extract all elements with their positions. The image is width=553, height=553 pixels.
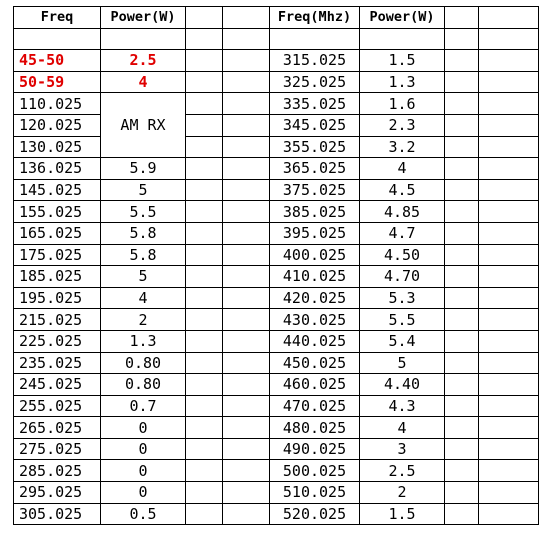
left-freq-cell: 265.025 [14,417,101,439]
right-power-cell: 3 [360,438,445,460]
right-freq-cell: 440.025 [270,330,360,352]
empty-cell [445,93,479,115]
empty-cell [223,395,270,417]
empty-cell [445,330,479,352]
left-power-cell: 5.8 [101,222,186,244]
right-power-cell: 2.3 [360,114,445,136]
table-row [14,287,539,309]
right-power-cell: 5 [360,352,445,374]
empty-cell [186,201,223,223]
right-freq-cell: 395.025 [270,222,360,244]
right-freq-cell: 335.025 [270,93,360,115]
right-freq-cell: 355.025 [270,136,360,158]
right-power-cell: 5.5 [360,309,445,331]
left-freq-header: Freq [14,7,101,29]
empty-cell [223,28,270,50]
empty-cell [445,482,479,504]
table-row [14,28,539,50]
empty-cell [479,50,539,72]
right-freq-cell: 365.025 [270,158,360,180]
empty-cell [445,352,479,374]
empty-cell [479,309,539,331]
empty-cell [223,374,270,396]
left-power-cell: 0 [101,438,186,460]
empty-cell [223,201,270,223]
left-power-cell: 5 [101,266,186,288]
empty-cell [223,330,270,352]
empty-cell [186,28,223,50]
right-freq-cell: 520.025 [270,503,360,525]
left-power-cell: 4 [101,71,186,93]
empty-cell [479,287,539,309]
empty-cell [445,395,479,417]
left-power-cell: 5.5 [101,201,186,223]
table-row [14,222,539,244]
empty-cell [479,28,539,50]
left-freq-cell: 255.025 [14,395,101,417]
right-freq-cell: 500.025 [270,460,360,482]
right-power-cell: 1.3 [360,71,445,93]
empty-cell [186,395,223,417]
table-row [14,266,539,288]
right-freq-cell: 460.025 [270,374,360,396]
table-row [14,330,539,352]
right-power-cell: 4.40 [360,374,445,396]
right-power-cell: 4.7 [360,222,445,244]
left-freq-cell: 50-59 [14,71,101,93]
left-power-cell: 0.80 [101,374,186,396]
left-freq-cell: 145.025 [14,179,101,201]
empty-cell [186,136,223,158]
empty-cell [223,438,270,460]
right-power-cell: 4.50 [360,244,445,266]
right-power-cell [360,28,445,50]
table-row [14,114,539,136]
empty-cell [186,266,223,288]
table-row [14,460,539,482]
left-power-cell: 0.7 [101,395,186,417]
empty-cell [223,482,270,504]
empty-cell [186,309,223,331]
table-row [14,136,539,158]
left-power-cell: 4 [101,287,186,309]
left-freq-cell: 275.025 [14,438,101,460]
empty-cell [479,395,539,417]
empty-cell [186,482,223,504]
frequency-power-table [13,6,539,525]
right-power-cell: 4.85 [360,201,445,223]
table-row [14,482,539,504]
left-freq-cell: 45-50 [14,50,101,72]
empty-cell [445,266,479,288]
empty-cell [479,7,539,29]
left-freq-cell: 185.025 [14,266,101,288]
empty-cell [223,244,270,266]
right-power-cell: 4.5 [360,179,445,201]
right-freq-cell: 410.025 [270,266,360,288]
empty-cell [223,352,270,374]
left-power-cell: AM RX [101,93,186,158]
left-freq-cell: 245.025 [14,374,101,396]
empty-cell [445,374,479,396]
left-freq-cell: 175.025 [14,244,101,266]
left-freq-cell: 295.025 [14,482,101,504]
empty-cell [479,374,539,396]
empty-cell [186,50,223,72]
empty-cell [223,309,270,331]
right-freq-cell: 325.025 [270,71,360,93]
empty-cell [479,114,539,136]
right-power-cell: 1.5 [360,50,445,72]
table-row [14,309,539,331]
empty-cell [223,460,270,482]
empty-cell [445,50,479,72]
empty-cell [223,93,270,115]
left-freq-cell: 155.025 [14,201,101,223]
empty-cell [479,352,539,374]
empty-cell [445,7,479,29]
left-freq-cell: 110.025 [14,93,101,115]
table-row [14,50,539,72]
empty-cell [186,244,223,266]
empty-cell [223,114,270,136]
empty-cell [186,503,223,525]
right-power-cell: 4 [360,158,445,180]
empty-cell [186,460,223,482]
empty-cell [186,330,223,352]
empty-cell [223,287,270,309]
empty-cell [223,179,270,201]
table-row [14,71,539,93]
right-power-cell: 4.3 [360,395,445,417]
empty-cell [479,179,539,201]
right-power-cell: 1.5 [360,503,445,525]
right-freq-cell: 345.025 [270,114,360,136]
table-row [14,374,539,396]
right-power-header: Power(W) [360,7,445,29]
right-freq-cell [270,28,360,50]
right-power-cell: 3.2 [360,136,445,158]
empty-cell [223,7,270,29]
empty-cell [445,179,479,201]
table-row [14,93,539,115]
right-power-cell: 5.3 [360,287,445,309]
left-power-cell [101,28,186,50]
empty-cell [186,179,223,201]
left-freq-cell: 215.025 [14,309,101,331]
table-row [14,179,539,201]
table-row [14,417,539,439]
empty-cell [445,244,479,266]
empty-cell [186,158,223,180]
empty-cell [445,417,479,439]
empty-cell [479,482,539,504]
left-freq-cell: 130.025 [14,136,101,158]
empty-cell [445,287,479,309]
empty-cell [479,244,539,266]
empty-cell [479,266,539,288]
empty-cell [479,330,539,352]
empty-cell [186,71,223,93]
header-row [14,7,539,29]
empty-cell [223,50,270,72]
left-power-cell: 2 [101,309,186,331]
empty-cell [186,438,223,460]
empty-cell [445,158,479,180]
left-power-cell: 1.3 [101,330,186,352]
right-power-cell: 2.5 [360,460,445,482]
table-row [14,158,539,180]
empty-cell [479,93,539,115]
right-power-cell: 1.6 [360,93,445,115]
empty-cell [186,352,223,374]
empty-cell [186,114,223,136]
left-power-cell: 0 [101,417,186,439]
empty-cell [445,71,479,93]
left-power-cell: 0.80 [101,352,186,374]
left-freq-cell [14,28,101,50]
left-power-cell: 0.5 [101,503,186,525]
empty-cell [479,460,539,482]
empty-cell [445,136,479,158]
empty-cell [223,266,270,288]
empty-cell [479,71,539,93]
empty-cell [223,417,270,439]
right-freq-cell: 420.025 [270,287,360,309]
empty-cell [445,114,479,136]
empty-cell [479,417,539,439]
empty-cell [223,136,270,158]
left-power-cell: 0 [101,460,186,482]
right-freq-header: Freq(Mhz) [270,7,360,29]
table-row [14,201,539,223]
left-freq-cell: 225.025 [14,330,101,352]
right-freq-cell: 430.025 [270,309,360,331]
left-freq-cell: 120.025 [14,114,101,136]
empty-cell [479,438,539,460]
left-freq-cell: 285.025 [14,460,101,482]
left-power-cell: 5 [101,179,186,201]
empty-cell [445,438,479,460]
right-freq-cell: 385.025 [270,201,360,223]
right-freq-cell: 450.025 [270,352,360,374]
empty-cell [445,309,479,331]
right-freq-cell: 490.025 [270,438,360,460]
empty-cell [223,503,270,525]
right-freq-cell: 315.025 [270,50,360,72]
empty-cell [445,28,479,50]
left-freq-cell: 195.025 [14,287,101,309]
table-row [14,352,539,374]
empty-cell [445,201,479,223]
empty-cell [479,222,539,244]
table-row [14,503,539,525]
right-power-cell: 4.70 [360,266,445,288]
right-power-cell: 5.4 [360,330,445,352]
table-row [14,395,539,417]
left-power-cell: 0 [101,482,186,504]
empty-cell [223,158,270,180]
empty-cell [445,460,479,482]
left-power-cell: 2.5 [101,50,186,72]
left-freq-cell: 305.025 [14,503,101,525]
left-freq-cell: 136.025 [14,158,101,180]
empty-cell [479,201,539,223]
right-freq-cell: 480.025 [270,417,360,439]
table-row [14,438,539,460]
left-power-header: Power(W) [101,7,186,29]
left-power-cell: 5.9 [101,158,186,180]
table-row [14,244,539,266]
right-freq-cell: 470.025 [270,395,360,417]
table-body [14,7,539,525]
right-freq-cell: 375.025 [270,179,360,201]
empty-cell [479,136,539,158]
empty-cell [186,374,223,396]
right-power-cell: 4 [360,417,445,439]
empty-cell [445,503,479,525]
left-power-cell: 5.8 [101,244,186,266]
right-freq-cell: 400.025 [270,244,360,266]
empty-cell [186,93,223,115]
right-power-cell: 2 [360,482,445,504]
empty-cell [186,287,223,309]
empty-cell [479,158,539,180]
right-freq-cell: 510.025 [270,482,360,504]
empty-cell [479,503,539,525]
empty-cell [186,222,223,244]
empty-cell [186,7,223,29]
left-freq-cell: 165.025 [14,222,101,244]
empty-cell [186,417,223,439]
empty-cell [445,222,479,244]
empty-cell [223,71,270,93]
empty-cell [223,222,270,244]
left-freq-cell: 235.025 [14,352,101,374]
